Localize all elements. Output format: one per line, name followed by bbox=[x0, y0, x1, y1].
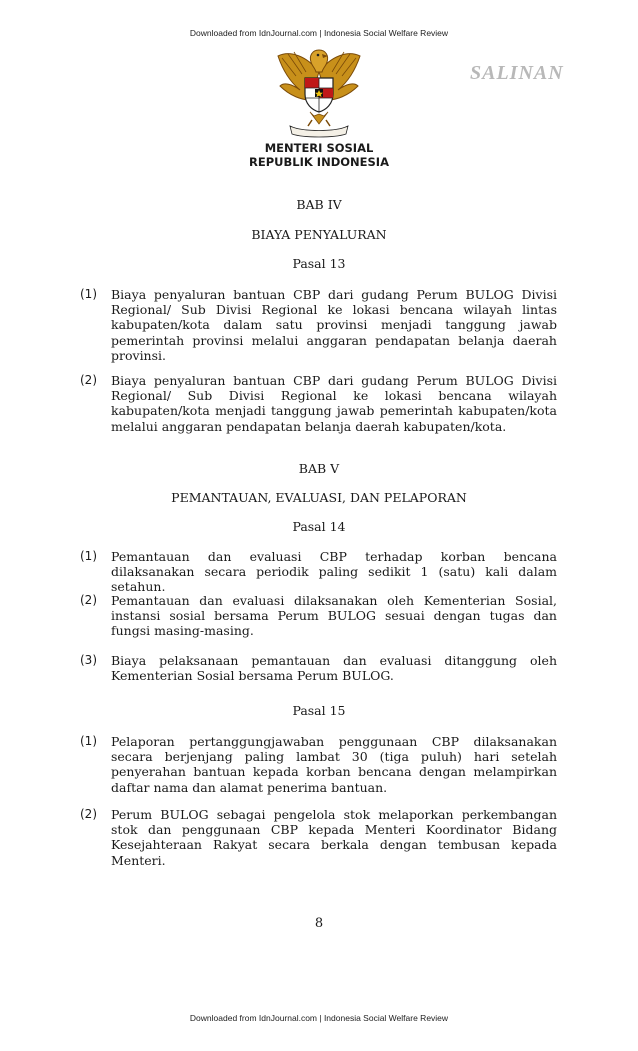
item-number: (2) bbox=[80, 593, 97, 607]
item-text: Perum BULOG sebagai pengelola stok melaporkan perkembangan stok dan penggunaan CBP kepada Menteri Koordinator Bidang Kesejahteraan Rakyat secara berkala dengan tembusan kepada Menteri. bbox=[111, 807, 557, 868]
pasal-13-title: Pasal 13 bbox=[292, 256, 346, 271]
item-number: (1) bbox=[80, 287, 97, 301]
download-notice-bottom: Downloaded from IdnJournal.com | Indonesia Social Welfare Review bbox=[189, 1013, 449, 1023]
pasal-14-item-3 bbox=[80, 653, 557, 683]
item-number: (2) bbox=[80, 807, 97, 821]
item-text: Biaya penyaluran bantuan CBP dari gudang Perum BULOG Divisi Regional/ Sub Divisi Regional ke lokasi bencana wilayah lintas kabupaten/kota dalam satu provinsi menjadi tanggung jawab pemerintah provinsi melalui anggaran pendapatan belanja daerah provinsi. bbox=[111, 287, 557, 363]
pasal-14-title: Pasal 14 bbox=[292, 519, 346, 534]
pasal-14-item-1 bbox=[80, 549, 557, 595]
pasal-15-title: Pasal 15 bbox=[292, 703, 346, 718]
item-number: (1) bbox=[80, 549, 97, 563]
pasal-13-item-2 bbox=[80, 373, 557, 434]
ministry-title-line2: REPUBLIK INDONESIA bbox=[249, 155, 389, 169]
item-text: Biaya pelaksanaan pemantauan dan evaluasi ditanggung oleh Kementerian Sosial bersama Perum BULOG. bbox=[111, 653, 557, 684]
download-notice-top: Downloaded from IdnJournal.com | Indonesia Social Welfare Review bbox=[189, 28, 449, 38]
pasal-15-item-2 bbox=[80, 807, 557, 868]
ministry-title-line1: MENTERI SOSIAL bbox=[264, 141, 374, 155]
bab-iv-subtitle: BIAYA PENYALURAN bbox=[251, 227, 387, 242]
pasal-13-item-1 bbox=[80, 287, 557, 363]
garuda-pancasila-emblem-icon bbox=[272, 42, 366, 138]
bab-iv-title: BAB IV bbox=[296, 197, 342, 212]
item-text: Pelaporan pertanggungjawaban penggunaan CBP dilaksanakan secara berjenjang paling lambat 30 (tiga puluh) hari setelah penyerahan bantuan kepada korban bencana dengan melampirkan daftar nama dan alamat penerima bantuan. bbox=[111, 734, 557, 795]
pasal-15-item-1 bbox=[80, 734, 557, 795]
salinan-stamp: SALINAN bbox=[470, 62, 564, 84]
item-text: Pemantauan dan evaluasi CBP terhadap korban bencana dilaksanakan secara periodik paling sedikit 1 (satu) kali dalam setahun. bbox=[111, 549, 557, 595]
item-text: Biaya penyaluran bantuan CBP dari gudang Perum BULOG Divisi Regional/ Sub Divisi Regional ke lokasi bencana wilayah kabupaten/kota menjadi tanggung jawab pemerintah kabupaten/kota melalui anggaran pendapatan belanja daerah kabupaten/kota. bbox=[111, 373, 557, 434]
pasal-14-item-2 bbox=[80, 593, 557, 639]
item-number: (1) bbox=[80, 734, 97, 748]
bab-v-subtitle: PEMANTAUAN, EVALUASI, DAN PELAPORAN bbox=[171, 490, 467, 505]
item-number: (3) bbox=[80, 653, 97, 667]
bab-v-title: BAB V bbox=[298, 461, 340, 476]
item-number: (2) bbox=[80, 373, 97, 387]
page-number: 8 bbox=[314, 916, 324, 931]
item-text: Pemantauan dan evaluasi dilaksanakan oleh Kementerian Sosial, instansi sosial bersama Perum BULOG sesuai dengan tugas dan fungsi masing-masing. bbox=[111, 593, 557, 639]
